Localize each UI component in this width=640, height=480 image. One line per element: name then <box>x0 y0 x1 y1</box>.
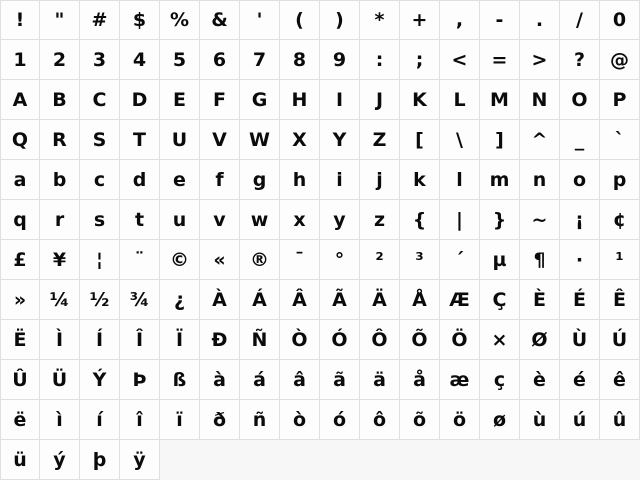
glyph-cell[interactable]: ¯ <box>280 240 320 280</box>
glyph-cell[interactable]: È <box>520 280 560 320</box>
glyph-cell[interactable]: , <box>440 0 480 40</box>
glyph-cell[interactable]: ; <box>400 40 440 80</box>
glyph-cell[interactable]: + <box>400 0 440 40</box>
glyph-cell[interactable]: ò <box>280 400 320 440</box>
glyph-cell[interactable]: \ <box>440 120 480 160</box>
glyph-cell[interactable]: ? <box>560 40 600 80</box>
glyph-cell[interactable]: { <box>400 200 440 240</box>
glyph-cell[interactable]: a <box>0 160 40 200</box>
glyph-cell[interactable]: ® <box>240 240 280 280</box>
glyph-cell[interactable]: ¼ <box>40 280 80 320</box>
glyph-cell[interactable]: ¿ <box>160 280 200 320</box>
glyph-cell[interactable]: u <box>160 200 200 240</box>
glyph-cell[interactable]: o <box>560 160 600 200</box>
glyph-cell[interactable]: » <box>0 280 40 320</box>
glyph-cell[interactable]: Ó <box>320 320 360 360</box>
glyph-cell[interactable]: & <box>200 0 240 40</box>
glyph-cell[interactable]: M <box>480 80 520 120</box>
glyph-cell[interactable]: 3 <box>80 40 120 80</box>
glyph-cell[interactable]: ÿ <box>120 440 160 480</box>
glyph-cell[interactable]: } <box>480 200 520 240</box>
glyph-cell[interactable]: 5 <box>160 40 200 80</box>
glyph-cell[interactable]: L <box>440 80 480 120</box>
glyph-cell[interactable]: À <box>200 280 240 320</box>
glyph-cell[interactable]: < <box>440 40 480 80</box>
glyph-cell[interactable]: Æ <box>440 280 480 320</box>
glyph-cell[interactable]: ¦ <box>80 240 120 280</box>
glyph-cell[interactable]: 7 <box>240 40 280 80</box>
glyph-cell[interactable]: " <box>40 0 80 40</box>
glyph-cell[interactable]: Ë <box>0 320 40 360</box>
glyph-cell[interactable]: Á <box>240 280 280 320</box>
glyph-cell[interactable]: ² <box>360 240 400 280</box>
glyph-cell[interactable]: ¾ <box>120 280 160 320</box>
glyph-cell[interactable]: 6 <box>200 40 240 80</box>
glyph-cell[interactable]: g <box>240 160 280 200</box>
glyph-cell[interactable]: s <box>80 200 120 240</box>
glyph-cell[interactable]: z <box>360 200 400 240</box>
glyph-cell[interactable]: R <box>40 120 80 160</box>
glyph-cell[interactable]: ì <box>40 400 80 440</box>
glyph-cell[interactable]: B <box>40 80 80 120</box>
glyph-cell[interactable]: Å <box>400 280 440 320</box>
glyph-cell[interactable]: ¥ <box>40 240 80 280</box>
glyph-cell[interactable]: E <box>160 80 200 120</box>
glyph-cell[interactable]: q <box>0 200 40 240</box>
glyph-cell[interactable]: à <box>200 360 240 400</box>
glyph-cell[interactable]: Ñ <box>240 320 280 360</box>
glyph-cell[interactable]: b <box>40 160 80 200</box>
glyph-cell[interactable]: Ô <box>360 320 400 360</box>
glyph-cell[interactable]: ø <box>480 400 520 440</box>
glyph-cell[interactable]: â <box>280 360 320 400</box>
glyph-cell[interactable]: 9 <box>320 40 360 80</box>
glyph-cell[interactable]: ½ <box>80 280 120 320</box>
glyph-cell[interactable]: m <box>480 160 520 200</box>
glyph-cell[interactable]: æ <box>440 360 480 400</box>
glyph-cell[interactable]: ù <box>520 400 560 440</box>
glyph-cell[interactable]: Ò <box>280 320 320 360</box>
glyph-cell[interactable]: µ <box>480 240 520 280</box>
glyph-cell[interactable]: t <box>120 200 160 240</box>
glyph-cell[interactable]: ° <box>320 240 360 280</box>
glyph-cell[interactable]: 8 <box>280 40 320 80</box>
glyph-cell[interactable]: ¶ <box>520 240 560 280</box>
glyph-cell[interactable]: 4 <box>120 40 160 80</box>
glyph-cell[interactable]: é <box>560 360 600 400</box>
glyph-cell[interactable]: w <box>240 200 280 240</box>
glyph-cell[interactable]: r <box>40 200 80 240</box>
glyph-cell[interactable]: Ù <box>560 320 600 360</box>
glyph-cell[interactable]: D <box>120 80 160 120</box>
glyph-cell[interactable]: ( <box>280 0 320 40</box>
glyph-cell[interactable]: ê <box>600 360 640 400</box>
glyph-cell[interactable]: : <box>360 40 400 80</box>
glyph-cell[interactable]: U <box>160 120 200 160</box>
glyph-cell[interactable]: V <box>200 120 240 160</box>
glyph-cell[interactable]: ð <box>200 400 240 440</box>
glyph-cell[interactable]: Ö <box>440 320 480 360</box>
glyph-cell[interactable]: p <box>600 160 640 200</box>
glyph-cell[interactable]: ï <box>160 400 200 440</box>
glyph-cell[interactable]: ó <box>320 400 360 440</box>
glyph-cell[interactable]: ´ <box>440 240 480 280</box>
glyph-cell[interactable]: ¡ <box>560 200 600 240</box>
glyph-cell[interactable]: ³ <box>400 240 440 280</box>
glyph-cell[interactable]: ] <box>480 120 520 160</box>
glyph-cell[interactable]: P <box>600 80 640 120</box>
glyph-cell[interactable]: I <box>320 80 360 120</box>
glyph-cell[interactable]: î <box>120 400 160 440</box>
glyph-cell[interactable]: K <box>400 80 440 120</box>
glyph-cell[interactable]: © <box>160 240 200 280</box>
glyph-cell[interactable]: e <box>160 160 200 200</box>
glyph-cell[interactable]: k <box>400 160 440 200</box>
glyph-cell[interactable]: å <box>400 360 440 400</box>
glyph-cell[interactable]: Q <box>0 120 40 160</box>
glyph-cell[interactable]: Ý <box>80 360 120 400</box>
glyph-cell[interactable]: É <box>560 280 600 320</box>
glyph-cell[interactable]: n <box>520 160 560 200</box>
glyph-cell[interactable]: Ê <box>600 280 640 320</box>
glyph-cell[interactable]: Ì <box>40 320 80 360</box>
glyph-cell[interactable]: f <box>200 160 240 200</box>
glyph-cell[interactable]: ô <box>360 400 400 440</box>
glyph-cell[interactable]: X <box>280 120 320 160</box>
glyph-cell[interactable]: þ <box>80 440 120 480</box>
glyph-cell[interactable]: S <box>80 120 120 160</box>
glyph-cell[interactable]: Ú <box>600 320 640 360</box>
glyph-cell[interactable]: Â <box>280 280 320 320</box>
glyph-cell[interactable]: ^ <box>520 120 560 160</box>
glyph-cell[interactable]: = <box>480 40 520 80</box>
glyph-cell[interactable]: H <box>280 80 320 120</box>
glyph-cell[interactable]: ) <box>320 0 360 40</box>
glyph-cell[interactable]: ú <box>560 400 600 440</box>
glyph-cell[interactable]: Ï <box>160 320 200 360</box>
glyph-cell[interactable]: x <box>280 200 320 240</box>
glyph-cell[interactable]: 0 <box>600 0 640 40</box>
glyph-cell[interactable]: ö <box>440 400 480 440</box>
glyph-cell[interactable]: Ð <box>200 320 240 360</box>
glyph-cell[interactable]: > <box>520 40 560 80</box>
glyph-cell[interactable]: O <box>560 80 600 120</box>
glyph-cell[interactable]: « <box>200 240 240 280</box>
glyph-cell[interactable]: T <box>120 120 160 160</box>
glyph-cell[interactable]: Û <box>0 360 40 400</box>
glyph-cell[interactable]: ë <box>0 400 40 440</box>
glyph-cell[interactable]: í <box>80 400 120 440</box>
glyph-cell[interactable]: 2 <box>40 40 80 80</box>
glyph-cell[interactable]: j <box>360 160 400 200</box>
glyph-cell[interactable]: £ <box>0 240 40 280</box>
glyph-cell[interactable]: @ <box>600 40 640 80</box>
glyph-cell[interactable]: h <box>280 160 320 200</box>
glyph-cell[interactable]: Z <box>360 120 400 160</box>
glyph-cell[interactable]: - <box>480 0 520 40</box>
glyph-cell[interactable]: ü <box>0 440 40 480</box>
glyph-cell[interactable]: ¢ <box>600 200 640 240</box>
glyph-cell[interactable]: [ <box>400 120 440 160</box>
glyph-cell[interactable]: | <box>440 200 480 240</box>
glyph-cell[interactable]: ¹ <box>600 240 640 280</box>
glyph-cell[interactable]: ß <box>160 360 200 400</box>
glyph-cell[interactable]: ñ <box>240 400 280 440</box>
glyph-cell[interactable]: _ <box>560 120 600 160</box>
glyph-cell[interactable]: Ã <box>320 280 360 320</box>
glyph-cell[interactable]: á <box>240 360 280 400</box>
glyph-cell[interactable]: Þ <box>120 360 160 400</box>
glyph-cell[interactable]: J <box>360 80 400 120</box>
glyph-cell[interactable]: / <box>560 0 600 40</box>
glyph-cell[interactable]: $ <box>120 0 160 40</box>
glyph-cell[interactable]: y <box>320 200 360 240</box>
glyph-cell[interactable]: Y <box>320 120 360 160</box>
glyph-cell[interactable]: · <box>560 240 600 280</box>
glyph-cell[interactable]: * <box>360 0 400 40</box>
glyph-cell[interactable]: F <box>200 80 240 120</box>
glyph-cell[interactable]: Î <box>120 320 160 360</box>
glyph-cell[interactable]: i <box>320 160 360 200</box>
glyph-cell[interactable]: è <box>520 360 560 400</box>
glyph-cell[interactable]: ã <box>320 360 360 400</box>
glyph-cell[interactable]: Ä <box>360 280 400 320</box>
glyph-cell[interactable]: ¨ <box>120 240 160 280</box>
glyph-cell[interactable]: c <box>80 160 120 200</box>
glyph-cell[interactable]: W <box>240 120 280 160</box>
glyph-cell[interactable]: ä <box>360 360 400 400</box>
glyph-cell[interactable]: 1 <box>0 40 40 80</box>
glyph-cell[interactable]: ` <box>600 120 640 160</box>
glyph-cell[interactable]: % <box>160 0 200 40</box>
glyph-cell[interactable]: G <box>240 80 280 120</box>
glyph-cell[interactable]: v <box>200 200 240 240</box>
glyph-cell[interactable]: õ <box>400 400 440 440</box>
glyph-cell[interactable]: ~ <box>520 200 560 240</box>
glyph-cell[interactable]: Ü <box>40 360 80 400</box>
glyph-cell[interactable]: ! <box>0 0 40 40</box>
glyph-cell[interactable]: Í <box>80 320 120 360</box>
glyph-cell[interactable]: Ç <box>480 280 520 320</box>
glyph-cell[interactable]: Ø <box>520 320 560 360</box>
glyph-cell[interactable]: . <box>520 0 560 40</box>
glyph-cell[interactable]: A <box>0 80 40 120</box>
glyph-cell[interactable]: ç <box>480 360 520 400</box>
glyph-cell[interactable]: Õ <box>400 320 440 360</box>
glyph-cell[interactable]: ' <box>240 0 280 40</box>
glyph-cell[interactable]: û <box>600 400 640 440</box>
glyph-cell[interactable]: # <box>80 0 120 40</box>
glyph-cell[interactable]: N <box>520 80 560 120</box>
glyph-cell[interactable]: l <box>440 160 480 200</box>
glyph-cell[interactable]: × <box>480 320 520 360</box>
glyph-cell[interactable]: d <box>120 160 160 200</box>
glyph-cell[interactable]: ý <box>40 440 80 480</box>
glyph-cell[interactable]: C <box>80 80 120 120</box>
